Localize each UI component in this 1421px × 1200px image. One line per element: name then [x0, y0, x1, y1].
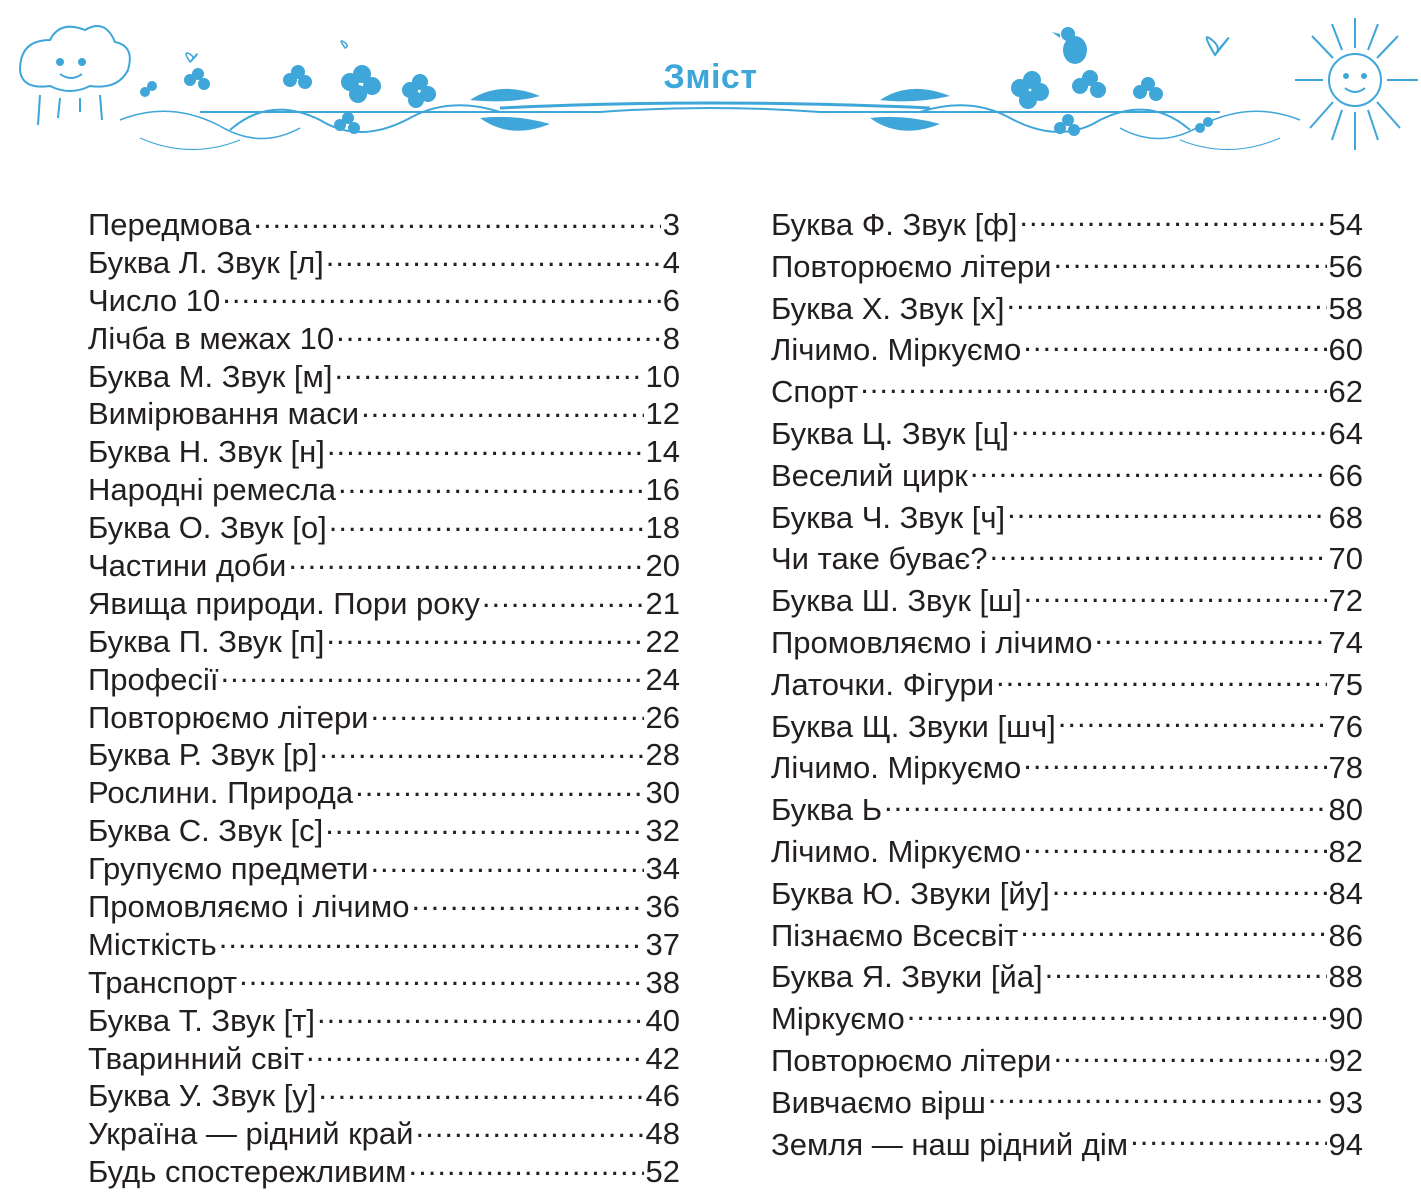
toc-entry: [88, 1000, 680, 1038]
toc-entry-page: 60: [1328, 332, 1363, 368]
toc-entry-page: 58: [1328, 290, 1363, 326]
toc-leader-dots: [996, 664, 1326, 695]
toc-entry-page: 93: [1328, 1084, 1363, 1120]
toc-entry-page: 46: [645, 1078, 680, 1114]
toc-leader-dots: [318, 1075, 643, 1106]
toc-entry: [88, 431, 680, 469]
toc-entry-page: 92: [1328, 1042, 1363, 1078]
toc-entry-title: Чи таке буває?: [771, 541, 988, 577]
toc-entry-page: 10: [645, 358, 680, 394]
toc-leader-dots: [371, 697, 644, 728]
toc-entry-page: 74: [1328, 624, 1363, 660]
toc-entry-page: 34: [645, 851, 680, 887]
toc-entry: [88, 962, 680, 1000]
toc-leader-dots: [1024, 580, 1327, 611]
toc-entry: [771, 1124, 1363, 1166]
toc-entry-title: Земля — наш рідний дім: [771, 1126, 1129, 1162]
toc-entry-title: Пізнаємо Всесвіт: [771, 917, 1019, 953]
toc-entry: [771, 956, 1363, 998]
toc-entry-title: Лічимо. Міркуємо: [771, 332, 1022, 368]
toc-entry-page: 14: [645, 434, 680, 470]
toc-entry-page: 30: [645, 775, 680, 811]
toc-entry: [88, 318, 680, 356]
toc-entry: [771, 413, 1363, 455]
toc-left-column: [88, 204, 680, 1189]
toc-entry-title: Вивчаємо вірш: [771, 1084, 986, 1120]
toc-entry: [771, 831, 1363, 873]
toc-entry: [771, 538, 1363, 580]
toc-entry-page: 22: [645, 623, 680, 659]
toc-entry-page: 36: [645, 889, 680, 925]
toc-entry-title: Буква Н. Звук [н]: [88, 434, 325, 470]
toc-leader-dots: [1020, 915, 1326, 946]
toc-entry: [88, 469, 680, 507]
toc-entry-title: Буква Ю. Звуки [йу]: [771, 875, 1050, 911]
toc-leader-dots: [1023, 329, 1326, 360]
toc-leader-dots: [361, 393, 643, 424]
toc-entry: [88, 810, 680, 848]
toc-entry-page: 38: [645, 964, 680, 1000]
toc-leader-dots: [884, 789, 1326, 820]
toc-entry: [771, 371, 1363, 413]
toc-entry-title: Міркуємо: [771, 1001, 905, 1037]
toc-entry-page: 90: [1328, 1001, 1363, 1037]
toc-entry-title: Буква Т. Звук [т]: [88, 1002, 316, 1038]
toc-entry-title: Лічба в межах 10: [88, 320, 335, 356]
toc-leader-dots: [1130, 1124, 1326, 1155]
toc-entry-page: 75: [1328, 666, 1363, 702]
toc-entry: [771, 204, 1363, 246]
toc-leader-dots: [319, 734, 643, 765]
toc-entry: [771, 998, 1363, 1040]
toc-leader-dots: [416, 1113, 644, 1144]
toc-entry-page: 18: [645, 510, 680, 546]
toc-entry: [88, 621, 680, 659]
toc-entry-title: Буква Х. Звук [х]: [771, 290, 1005, 326]
toc-entry: [88, 734, 680, 772]
toc-entry-title: Буква С. Звук [с]: [88, 813, 324, 849]
toc-entry-page: 16: [645, 472, 680, 508]
toc-entry-page: 70: [1328, 541, 1363, 577]
toc-entry-page: 26: [645, 699, 680, 735]
toc-leader-dots: [306, 1038, 643, 1069]
toc-leader-dots: [1019, 204, 1326, 235]
toc-leader-dots: [1052, 873, 1327, 904]
header-ornament: [0, 0, 1421, 170]
toc-entry-page: 68: [1328, 499, 1363, 535]
toc-leader-dots: [1054, 1040, 1327, 1071]
toc-leader-dots: [326, 621, 643, 652]
toc-entry-page: 78: [1328, 750, 1363, 786]
toc-entry-title: Місткість: [88, 926, 217, 962]
toc-leader-dots: [317, 1000, 643, 1031]
toc-leader-dots: [325, 810, 643, 841]
toc-entry-title: Веселий цирк: [771, 457, 968, 493]
toc-entry-page: 3: [662, 207, 680, 242]
toc-entry-title: Рослини. Природа: [88, 775, 354, 811]
toc-entry-title: Народні ремесла: [88, 472, 336, 508]
toc-entry: [771, 1040, 1363, 1082]
toc-leader-dots: [1023, 831, 1326, 862]
toc-entry: [771, 455, 1363, 497]
toc-leader-dots: [221, 659, 644, 690]
toc-entry-page: 40: [645, 1002, 680, 1038]
toc-entry-title: Буква О. Звук [о]: [88, 510, 327, 546]
toc-entry-title: Буква У. Звук [у]: [88, 1078, 317, 1114]
toc-leader-dots: [1058, 706, 1327, 737]
toc-entry: [771, 915, 1363, 957]
toc-leader-dots: [327, 431, 644, 462]
toc-entry: [88, 356, 680, 394]
toc-entry-title: Буква Щ. Звуки [шч]: [771, 708, 1056, 744]
toc-entry: [88, 1038, 680, 1076]
toc-entry-title: Транспорт: [88, 964, 238, 1000]
toc-entry-title: Передмова: [88, 207, 252, 242]
toc-entry-page: 76: [1328, 708, 1363, 744]
toc-leader-dots: [989, 538, 1326, 569]
toc-entry: [88, 697, 680, 735]
toc-entry: [771, 706, 1363, 748]
toc-entry: [88, 1113, 680, 1151]
toc-leader-dots: [411, 886, 643, 917]
toc-entry: [771, 622, 1363, 664]
toc-entry-title: Промовляємо і лічимо: [88, 889, 410, 925]
toc-entry-title: Лічимо. Міркуємо: [771, 833, 1022, 869]
toc-entry-title: Буква Л. Звук [л]: [88, 244, 324, 280]
toc-entry-page: 37: [645, 926, 680, 962]
toc-entry: [771, 288, 1363, 330]
toc-entry-title: Групуємо предмети: [88, 851, 369, 887]
toc-entry-page: 82: [1328, 833, 1363, 869]
toc-entry-title: Професії: [88, 661, 219, 697]
toc-leader-dots: [334, 356, 643, 387]
toc-leader-dots: [1023, 747, 1326, 778]
toc-entry: [88, 886, 680, 924]
toc-entry: [88, 204, 680, 242]
toc-leader-dots: [329, 507, 644, 538]
toc-entry-page: 32: [645, 813, 680, 849]
toc-leader-dots: [355, 772, 643, 803]
toc-entry-title: Буква Ч. Звук [ч]: [771, 499, 1006, 535]
page-title: Зміст: [663, 58, 758, 96]
toc-entry-page: 54: [1328, 207, 1363, 242]
toc-entry-title: Промовляємо і лічимо: [771, 624, 1093, 660]
toc-entry: [771, 1082, 1363, 1124]
toc-leader-dots: [1007, 497, 1326, 528]
toc-entry-page: 28: [645, 737, 680, 773]
toc-entry: [88, 583, 680, 621]
toc-entry-title: Латочки. Фігури: [771, 666, 995, 702]
toc-entry-page: 24: [645, 661, 680, 697]
toc-entry: [771, 580, 1363, 622]
toc-leader-dots: [370, 848, 643, 879]
toc-entry-title: Буква Ь: [771, 792, 883, 828]
toc-leader-dots: [1045, 956, 1327, 987]
toc-entry-page: 20: [645, 548, 680, 584]
toc-entry-title: Вимірювання маси: [88, 396, 360, 432]
toc-entry-page: 72: [1328, 583, 1363, 619]
toc-entry-page: 86: [1328, 917, 1363, 953]
toc-entry-page: 4: [662, 244, 680, 280]
toc-entry: [88, 1075, 680, 1113]
toc-leader-dots: [288, 545, 643, 576]
toc-entry: [771, 246, 1363, 288]
toc-entry-title: Явища природи. Пори року: [88, 585, 480, 621]
toc-entry-page: 94: [1328, 1126, 1363, 1162]
toc-entry-title: Буква Ш. Звук [ш]: [771, 583, 1022, 619]
toc-entry-title: Лічимо. Міркуємо: [771, 750, 1022, 786]
toc-entry: [771, 664, 1363, 706]
toc-leader-dots: [239, 962, 643, 993]
toc-entry: [88, 507, 680, 545]
toc-entry: [88, 242, 680, 280]
toc-entry-page: 12: [645, 396, 680, 432]
toc-entry: [88, 1151, 680, 1189]
toc-entry: [771, 873, 1363, 915]
toc-entry: [88, 848, 680, 886]
toc-entry-page: 6: [662, 282, 680, 318]
toc-entry-page: 8: [662, 320, 680, 356]
toc-leader-dots: [1011, 413, 1326, 444]
toc-leader-dots: [338, 469, 644, 500]
toc-entry: [88, 772, 680, 810]
toc-entry-title: Повторюємо літери: [771, 1042, 1052, 1078]
toc-entry-title: Буква Я. Звуки [йа]: [771, 959, 1043, 995]
toc-leader-dots: [336, 318, 661, 349]
toc-entry-title: Спорт: [771, 374, 859, 410]
toc-entry-title: Буква Ц. Звук [ц]: [771, 415, 1010, 451]
toc-leader-dots: [970, 455, 1327, 486]
toc-entry: [88, 659, 680, 697]
toc-entry-page: 88: [1328, 959, 1363, 995]
toc-entry-title: Буква Р. Звук [р]: [88, 737, 318, 773]
toc-entry-page: 80: [1328, 792, 1363, 828]
toc-entry-title: Буква Ф. Звук [ф]: [771, 207, 1018, 242]
toc-entry: [771, 789, 1363, 831]
toc-entry: [88, 280, 680, 318]
toc-entry-page: 52: [645, 1154, 680, 1190]
toc-leader-dots: [219, 924, 644, 955]
toc-leader-dots: [988, 1082, 1327, 1113]
toc-leader-dots: [253, 204, 660, 235]
toc-leader-dots: [1054, 246, 1327, 277]
toc-entry-title: Тваринний світ: [88, 1040, 305, 1076]
toc-leader-dots: [907, 998, 1327, 1029]
toc-entry-title: Буква П. Звук [п]: [88, 623, 325, 659]
toc-entry-page: 64: [1328, 415, 1363, 451]
toc-entry: [88, 924, 680, 962]
toc-leader-dots: [408, 1151, 643, 1182]
toc-entry-page: 21: [645, 585, 680, 621]
toc-entry-title: Повторюємо літери: [771, 248, 1052, 284]
toc-entry-page: 62: [1328, 374, 1363, 410]
toc-leader-dots: [1007, 288, 1327, 319]
toc-entry-title: Будь спостережливим: [88, 1154, 407, 1190]
toc-entry-title: Україна — рідний край: [88, 1116, 414, 1152]
toc-leader-dots: [326, 242, 661, 273]
toc-entry-page: 48: [645, 1116, 680, 1152]
toc-entry: [88, 545, 680, 583]
toc-entry-page: 66: [1328, 457, 1363, 493]
toc-entry: [88, 393, 680, 431]
toc-entry-page: 84: [1328, 875, 1363, 911]
toc-leader-dots: [860, 371, 1326, 402]
toc-entry: [771, 329, 1363, 371]
toc-leader-dots: [482, 583, 644, 614]
toc-entry: [771, 497, 1363, 539]
toc-entry-title: Буква М. Звук [м]: [88, 358, 333, 394]
toc-entry-page: 56: [1328, 248, 1363, 284]
toc-leader-dots: [222, 280, 661, 311]
toc-leader-dots: [1094, 622, 1326, 653]
toc-entry-title: Число 10: [88, 282, 221, 318]
toc-right-column: [771, 204, 1363, 1165]
toc-entry-page: 42: [645, 1040, 680, 1076]
toc-entry-title: Частини доби: [88, 548, 287, 584]
toc-entry-title: Повторюємо літери: [88, 699, 369, 735]
toc-entry: [771, 747, 1363, 789]
